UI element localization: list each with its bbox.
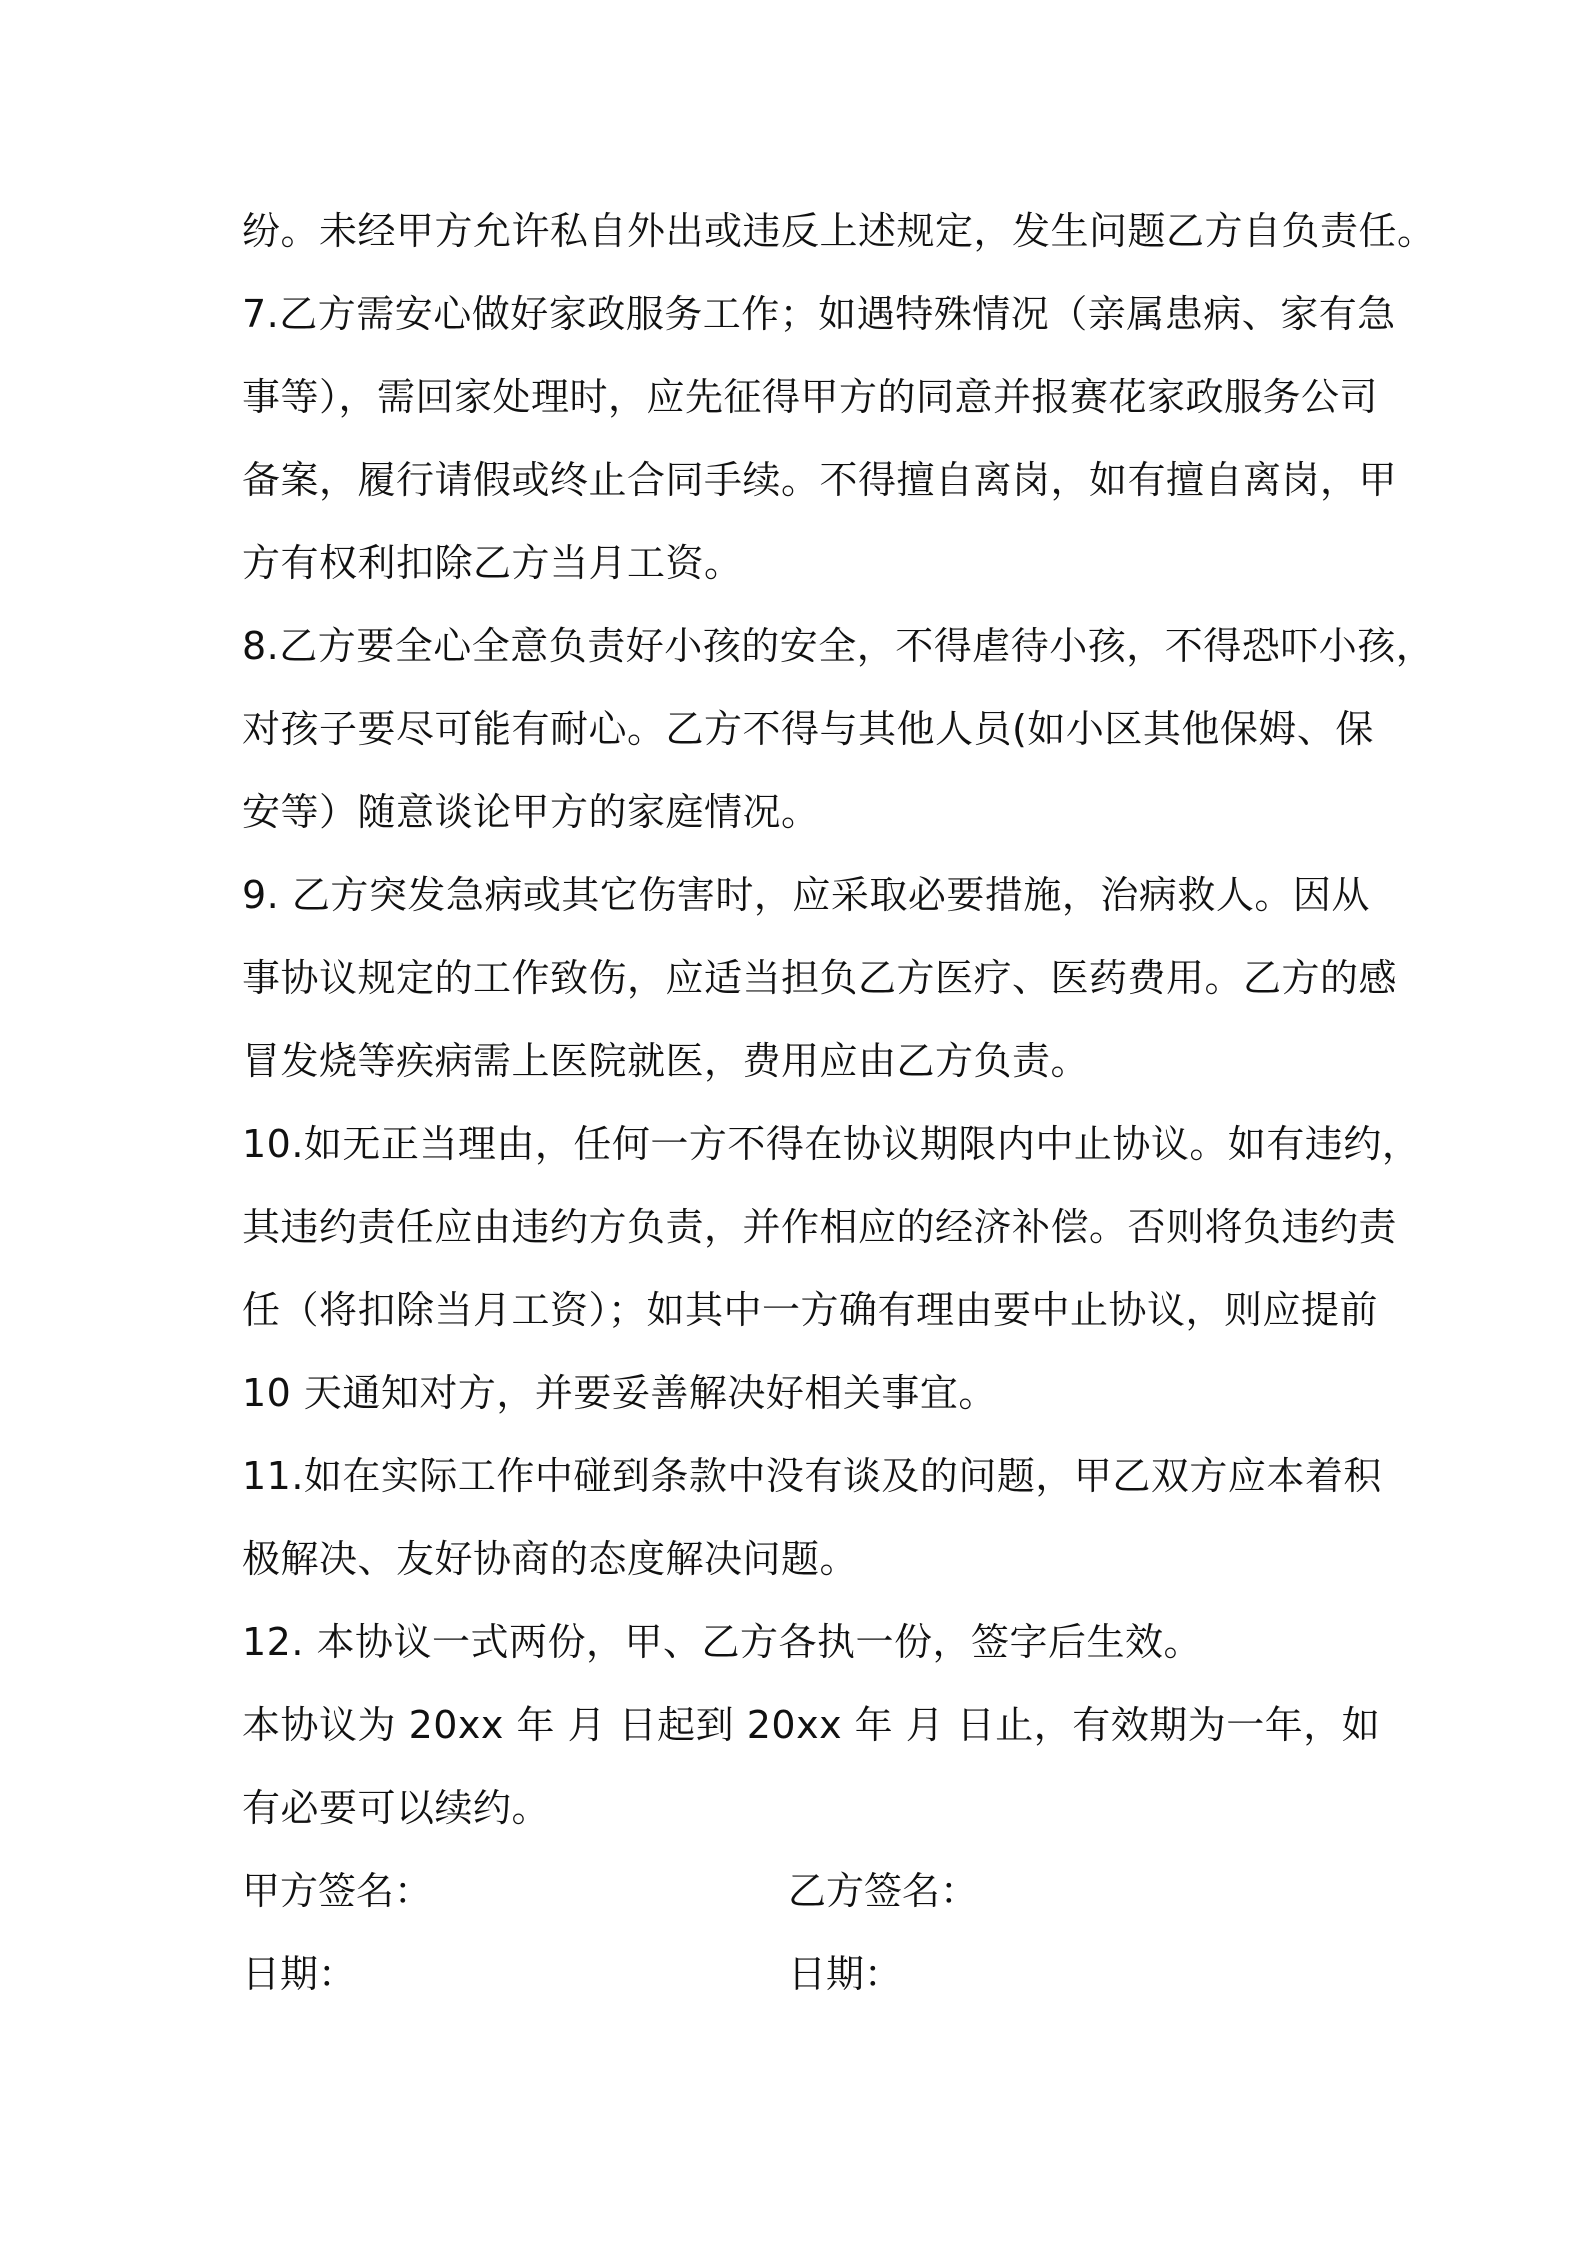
text-line: 11.如在实际工作中碰到条款中没有谈及的问题，甲乙双方应本着积 bbox=[242, 1454, 1382, 1498]
text-line: 12. 本协议一式两份，甲、乙方各执一份，签字后生效。 bbox=[242, 1620, 1203, 1664]
party-b-date-label: 日期： bbox=[788, 1952, 903, 1996]
text-line: 事协议规定的工作致伤，应适当担负乙方医疗、医药费用。乙方的感 bbox=[242, 956, 1398, 1000]
text-line: 有必要可以续约。 bbox=[242, 1786, 551, 1830]
text-line: 对孩子要尽可能有耐心。乙方不得与其他人员(如小区其他保姆、保 bbox=[242, 707, 1374, 751]
text-line: 10 天通知对方，并要妥善解决好相关事宜。 bbox=[242, 1371, 997, 1415]
party-a-signature-label: 甲方签名： bbox=[242, 1869, 433, 1913]
text-line: 7.乙方需安心做好家政服务工作；如遇特殊情况（亲属患病、家有急 bbox=[242, 292, 1396, 336]
text-line: 纷。未经甲方允许私自外出或违反上述规定，发生问题乙方自负责任。 bbox=[242, 209, 1436, 253]
text-line: 任（将扣除当月工资）；如其中一方确有理由要中止协议，则应提前 bbox=[242, 1288, 1379, 1332]
text-line: 其违约责任应由违约方负责，并作相应的经济补偿。否则将负违约责 bbox=[242, 1205, 1398, 1249]
text-line: 安等）随意谈论甲方的家庭情况。 bbox=[242, 790, 820, 834]
text-line: 10.如无正当理由，任何一方不得在协议期限内中止协议。如有违约， bbox=[242, 1122, 1421, 1166]
text-line: 备案，履行请假或终止合同手续。不得擅自离岗，如有擅自离岗，甲 bbox=[242, 458, 1398, 502]
signature-row bbox=[242, 1850, 1362, 1933]
text-line: 极解决、友好协商的态度解决问题。 bbox=[242, 1537, 859, 1581]
party-b-signature-label: 乙方签名： bbox=[788, 1869, 979, 1913]
text-line: 9. 乙方突发急病或其它伤害时，应采取必要措施，治病救人。因从 bbox=[242, 873, 1370, 917]
date-row bbox=[242, 1933, 1362, 2016]
text-line: 本协议为 20xx 年 月 日起到 20xx 年 月 日止，有效期为一年，如 bbox=[242, 1703, 1381, 1747]
text-line: 事等），需回家处理时，应先征得甲方的同意并报赛花家政服务公司 bbox=[242, 375, 1379, 419]
text-line: 冒发烧等疾病需上医院就医，费用应由乙方负责。 bbox=[242, 1039, 1090, 1083]
text-line: 方有权利扣除乙方当月工资。 bbox=[242, 541, 743, 585]
document-body bbox=[242, 190, 1436, 2016]
party-a-date-label: 日期： bbox=[242, 1952, 357, 1996]
text-line: 8.乙方要全心全意负责好小孩的安全，不得虐待小孩，不得恐吓小孩， bbox=[242, 624, 1435, 668]
